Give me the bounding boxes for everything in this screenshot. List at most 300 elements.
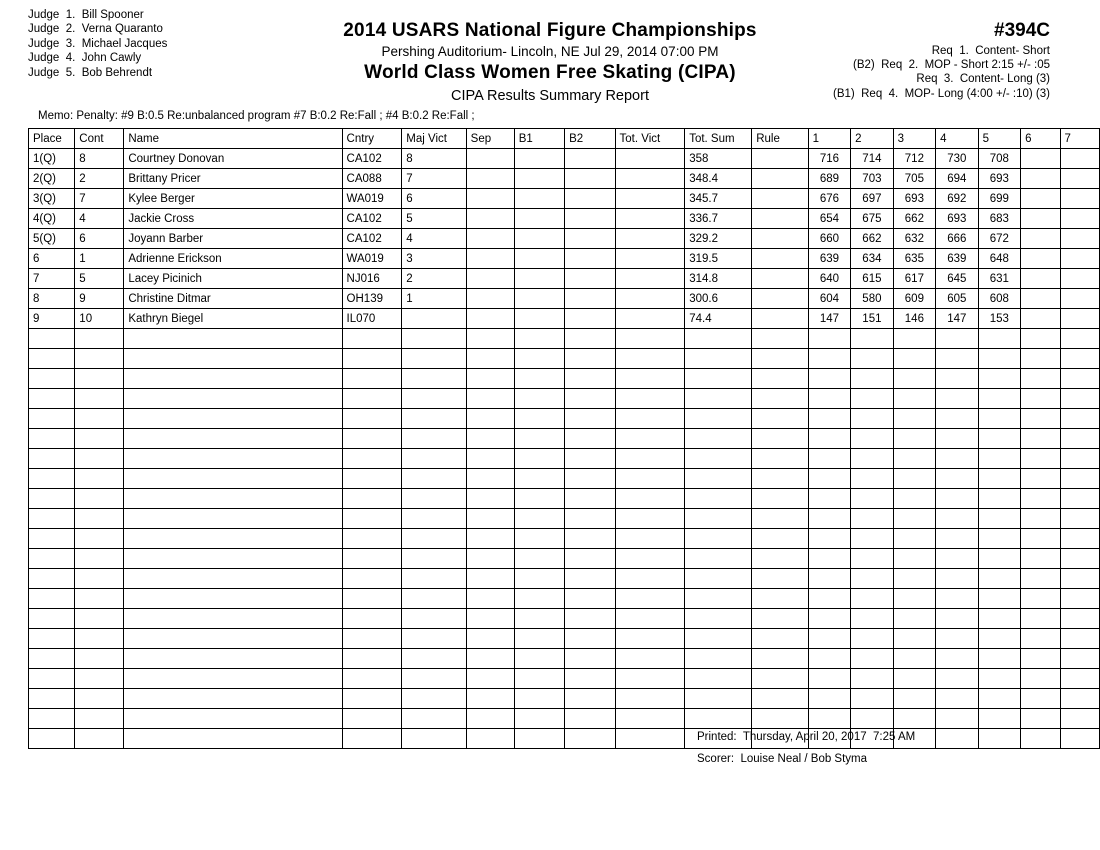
cell-empty bbox=[124, 349, 342, 369]
cell-empty bbox=[1021, 689, 1060, 709]
cell-judge-1-score: 716 bbox=[808, 149, 850, 169]
cell-empty bbox=[514, 389, 564, 409]
cell-empty bbox=[685, 509, 752, 529]
cell-empty bbox=[342, 509, 402, 529]
cell-rule bbox=[752, 249, 808, 269]
cell-tot-vict bbox=[615, 309, 685, 329]
cell-empty bbox=[1060, 409, 1100, 429]
cell-judge-7-score bbox=[1060, 229, 1100, 249]
table-row[interactable] bbox=[29, 209, 1100, 229]
cell-sep bbox=[466, 249, 514, 269]
cell-name: Jackie Cross bbox=[124, 209, 342, 229]
cell-empty bbox=[466, 569, 514, 589]
cell-empty bbox=[565, 489, 615, 509]
cell-empty bbox=[1021, 369, 1060, 389]
cell-empty bbox=[514, 729, 564, 749]
cell-judge-2-score: 675 bbox=[851, 209, 893, 229]
cell-empty bbox=[342, 469, 402, 489]
column-header-name: Name bbox=[124, 129, 342, 149]
cell-empty bbox=[514, 629, 564, 649]
cell-judge-6-score bbox=[1021, 149, 1060, 169]
cell-empty bbox=[514, 669, 564, 689]
cell-empty bbox=[75, 449, 124, 469]
cell-judge-7-score bbox=[1060, 169, 1100, 189]
cell-empty bbox=[936, 709, 978, 729]
cell-empty bbox=[342, 429, 402, 449]
cell-empty bbox=[685, 549, 752, 569]
cell-empty bbox=[124, 369, 342, 389]
cell-empty bbox=[565, 589, 615, 609]
cell-empty bbox=[808, 609, 850, 629]
cell-name: Kathryn Biegel bbox=[124, 309, 342, 329]
cell-tot-vict bbox=[615, 149, 685, 169]
cell-empty bbox=[124, 589, 342, 609]
cell-empty bbox=[936, 569, 978, 589]
cell-empty bbox=[893, 349, 935, 369]
cell-maj-vict: 5 bbox=[402, 209, 466, 229]
cell-empty bbox=[565, 529, 615, 549]
cell-empty bbox=[1021, 329, 1060, 349]
table-row-empty bbox=[29, 389, 1100, 409]
cell-empty bbox=[514, 429, 564, 449]
cell-empty bbox=[514, 409, 564, 429]
cell-empty bbox=[342, 629, 402, 649]
column-header-place: Place bbox=[29, 129, 75, 149]
cell-name: Courtney Donovan bbox=[124, 149, 342, 169]
cell-empty bbox=[565, 349, 615, 369]
cell-empty bbox=[978, 709, 1020, 729]
cell-empty bbox=[615, 609, 685, 629]
cell-empty bbox=[1060, 429, 1100, 449]
cell-empty bbox=[808, 529, 850, 549]
cell-empty bbox=[752, 349, 808, 369]
cell-empty bbox=[402, 469, 466, 489]
cell-empty bbox=[936, 669, 978, 689]
cell-empty bbox=[29, 349, 75, 369]
cell-judge-4-score: 639 bbox=[936, 249, 978, 269]
cell-rule bbox=[752, 169, 808, 189]
cell-empty bbox=[466, 629, 514, 649]
cell-tot-vict bbox=[615, 229, 685, 249]
cell-empty bbox=[514, 489, 564, 509]
cell-empty bbox=[124, 389, 342, 409]
cell-empty bbox=[1021, 409, 1060, 429]
cell-empty bbox=[1021, 569, 1060, 589]
cell-judge-3-score: 146 bbox=[893, 309, 935, 329]
cell-b1 bbox=[514, 229, 564, 249]
cell-empty bbox=[615, 389, 685, 409]
cell-cntry: WA019 bbox=[342, 249, 402, 269]
judge-row: Judge 1. Bill Spooner bbox=[28, 9, 144, 21]
cell-judge-6-score bbox=[1021, 209, 1060, 229]
cell-empty bbox=[1060, 629, 1100, 649]
cell-empty bbox=[342, 609, 402, 629]
cell-b1 bbox=[514, 189, 564, 209]
cell-cont: 1 bbox=[75, 249, 124, 269]
cell-empty bbox=[342, 729, 402, 749]
cell-empty bbox=[29, 649, 75, 669]
cell-cont: 5 bbox=[75, 269, 124, 289]
cell-tot-vict bbox=[615, 169, 685, 189]
cell-judge-4-score: 730 bbox=[936, 149, 978, 169]
cell-empty bbox=[978, 449, 1020, 469]
cell-empty bbox=[402, 709, 466, 729]
cell-empty bbox=[685, 589, 752, 609]
cell-empty bbox=[615, 509, 685, 529]
cell-judge-2-score: 151 bbox=[851, 309, 893, 329]
cell-empty bbox=[565, 449, 615, 469]
cell-empty bbox=[752, 609, 808, 629]
cell-sep bbox=[466, 269, 514, 289]
table-row[interactable] bbox=[29, 289, 1100, 309]
cell-empty bbox=[615, 569, 685, 589]
cell-empty bbox=[936, 609, 978, 629]
cell-empty bbox=[1021, 649, 1060, 669]
cell-empty bbox=[514, 529, 564, 549]
cell-empty bbox=[808, 569, 850, 589]
cell-tot-sum: 358 bbox=[685, 149, 752, 169]
cell-empty bbox=[808, 409, 850, 429]
cell-empty bbox=[402, 689, 466, 709]
cell-empty bbox=[29, 729, 75, 749]
column-header-b1: B1 bbox=[514, 129, 564, 149]
table-row[interactable] bbox=[29, 249, 1100, 269]
cell-b1 bbox=[514, 169, 564, 189]
cell-empty bbox=[466, 409, 514, 429]
cell-empty bbox=[851, 409, 893, 429]
cell-empty bbox=[978, 529, 1020, 549]
cell-empty bbox=[851, 489, 893, 509]
cell-empty bbox=[1021, 709, 1060, 729]
cell-empty bbox=[124, 609, 342, 629]
table-row-empty bbox=[29, 429, 1100, 449]
cell-empty bbox=[1060, 509, 1100, 529]
cell-judge-7-score bbox=[1060, 249, 1100, 269]
event-title: World Class Women Free Skating (CIPA) bbox=[364, 62, 736, 83]
cell-empty bbox=[936, 589, 978, 609]
cell-judge-4-score: 605 bbox=[936, 289, 978, 309]
cell-empty bbox=[752, 329, 808, 349]
cell-cntry: WA019 bbox=[342, 189, 402, 209]
cell-place: 1(Q) bbox=[29, 149, 75, 169]
cell-empty bbox=[342, 389, 402, 409]
cell-empty bbox=[124, 509, 342, 529]
table-row-empty bbox=[29, 449, 1100, 469]
cell-empty bbox=[978, 669, 1020, 689]
table-row[interactable] bbox=[29, 149, 1100, 169]
cell-empty bbox=[752, 669, 808, 689]
report-footer bbox=[697, 726, 915, 770]
cell-b2 bbox=[565, 149, 615, 169]
cell-cont: 8 bbox=[75, 149, 124, 169]
cell-judge-3-score: 712 bbox=[893, 149, 935, 169]
cell-empty bbox=[936, 469, 978, 489]
cell-judge-5-score: 683 bbox=[978, 209, 1020, 229]
cell-empty bbox=[936, 549, 978, 569]
table-row[interactable] bbox=[29, 169, 1100, 189]
cell-judge-3-score: 693 bbox=[893, 189, 935, 209]
cell-judge-4-score: 666 bbox=[936, 229, 978, 249]
cell-b1 bbox=[514, 269, 564, 289]
cell-empty bbox=[752, 409, 808, 429]
column-header-judge-7: 7 bbox=[1060, 129, 1100, 149]
requirement-line: (B1) Req 4. MOP- Long (4:00 +/- :10) (3) bbox=[833, 87, 1050, 100]
cell-empty bbox=[851, 549, 893, 569]
column-header-judge-5: 5 bbox=[978, 129, 1020, 149]
cell-empty bbox=[893, 529, 935, 549]
cell-empty bbox=[342, 409, 402, 429]
cell-judge-5-score: 699 bbox=[978, 189, 1020, 209]
table-row-empty bbox=[29, 549, 1100, 569]
cell-empty bbox=[124, 709, 342, 729]
cell-empty bbox=[978, 589, 1020, 609]
cell-empty bbox=[342, 349, 402, 369]
cell-empty bbox=[1060, 669, 1100, 689]
cell-judge-7-score bbox=[1060, 149, 1100, 169]
cell-empty bbox=[565, 389, 615, 409]
cell-maj-vict: 8 bbox=[402, 149, 466, 169]
cell-empty bbox=[1060, 369, 1100, 389]
cell-empty bbox=[124, 329, 342, 349]
column-header-tot-vict: Tot. Vict bbox=[615, 129, 685, 149]
cell-empty bbox=[466, 729, 514, 749]
cell-empty bbox=[565, 669, 615, 689]
cell-empty bbox=[978, 569, 1020, 589]
cell-empty bbox=[1060, 589, 1100, 609]
cell-empty bbox=[1060, 689, 1100, 709]
cell-b2 bbox=[565, 189, 615, 209]
cell-empty bbox=[615, 429, 685, 449]
cell-name: Brittany Pricer bbox=[124, 169, 342, 189]
cell-empty bbox=[402, 389, 466, 409]
cell-empty bbox=[851, 349, 893, 369]
cell-b1 bbox=[514, 209, 564, 229]
cell-empty bbox=[978, 429, 1020, 449]
cell-judge-1-score: 147 bbox=[808, 309, 850, 329]
cell-empty bbox=[342, 589, 402, 609]
cell-empty bbox=[565, 609, 615, 629]
cell-empty bbox=[936, 629, 978, 649]
cell-empty bbox=[936, 409, 978, 429]
cell-cont: 10 bbox=[75, 309, 124, 329]
cell-empty bbox=[124, 429, 342, 449]
cell-empty bbox=[851, 569, 893, 589]
cell-empty bbox=[685, 569, 752, 589]
cell-cntry: CA088 bbox=[342, 169, 402, 189]
cell-empty bbox=[893, 429, 935, 449]
cell-empty bbox=[514, 709, 564, 729]
cell-empty bbox=[514, 369, 564, 389]
cell-empty bbox=[851, 689, 893, 709]
table-row-empty bbox=[29, 489, 1100, 509]
cell-empty bbox=[29, 509, 75, 529]
cell-empty bbox=[936, 489, 978, 509]
cell-rule bbox=[752, 189, 808, 209]
cell-empty bbox=[978, 469, 1020, 489]
cell-empty bbox=[124, 669, 342, 689]
cell-cntry: CA102 bbox=[342, 229, 402, 249]
cell-empty bbox=[978, 649, 1020, 669]
cell-empty bbox=[1021, 669, 1060, 689]
cell-empty bbox=[936, 449, 978, 469]
cell-judge-7-score bbox=[1060, 189, 1100, 209]
cell-empty bbox=[514, 569, 564, 589]
cell-empty bbox=[808, 449, 850, 469]
cell-empty bbox=[466, 529, 514, 549]
cell-empty bbox=[29, 709, 75, 729]
cell-empty bbox=[1060, 549, 1100, 569]
cell-empty bbox=[75, 349, 124, 369]
cell-empty bbox=[851, 369, 893, 389]
cell-empty bbox=[75, 629, 124, 649]
cell-empty bbox=[124, 549, 342, 569]
cell-empty bbox=[851, 449, 893, 469]
event-code: #394C bbox=[994, 20, 1050, 41]
cell-empty bbox=[514, 469, 564, 489]
table-row-empty bbox=[29, 649, 1100, 669]
cell-cont: 2 bbox=[75, 169, 124, 189]
cell-empty bbox=[808, 669, 850, 689]
table-row[interactable] bbox=[29, 189, 1100, 209]
cell-empty bbox=[75, 389, 124, 409]
cell-empty bbox=[402, 549, 466, 569]
scorer-line: Scorer: Louise Neal / Bob Styma bbox=[697, 753, 868, 765]
cell-empty bbox=[1021, 729, 1060, 749]
cell-empty bbox=[1060, 649, 1100, 669]
cell-empty bbox=[978, 609, 1020, 629]
cell-name: Adrienne Erickson bbox=[124, 249, 342, 269]
cell-empty bbox=[752, 389, 808, 409]
cell-empty bbox=[75, 409, 124, 429]
cell-empty bbox=[615, 589, 685, 609]
cell-judge-1-score: 654 bbox=[808, 209, 850, 229]
cell-empty bbox=[1060, 709, 1100, 729]
cell-empty bbox=[685, 409, 752, 429]
cell-empty bbox=[685, 449, 752, 469]
cell-empty bbox=[565, 709, 615, 729]
cell-empty bbox=[808, 509, 850, 529]
cell-empty bbox=[75, 529, 124, 549]
cell-empty bbox=[514, 549, 564, 569]
table-row-empty bbox=[29, 629, 1100, 649]
cell-empty bbox=[466, 649, 514, 669]
cell-empty bbox=[124, 649, 342, 669]
cell-empty bbox=[851, 609, 893, 629]
cell-judge-5-score: 608 bbox=[978, 289, 1020, 309]
cell-judge-6-score bbox=[1021, 249, 1060, 269]
cell-judge-6-score bbox=[1021, 309, 1060, 329]
cell-cntry: NJ016 bbox=[342, 269, 402, 289]
judge-row: Judge 5. Bob Behrendt bbox=[28, 66, 153, 79]
cell-empty bbox=[851, 389, 893, 409]
cell-empty bbox=[685, 629, 752, 649]
cell-empty bbox=[808, 629, 850, 649]
cell-judge-3-score: 609 bbox=[893, 289, 935, 309]
requirement-line: Req 3. Content- Long (3) bbox=[916, 73, 1050, 86]
cell-judge-3-score: 705 bbox=[893, 169, 935, 189]
cell-judge-1-score: 689 bbox=[808, 169, 850, 189]
cell-empty bbox=[893, 369, 935, 389]
cell-empty bbox=[851, 429, 893, 449]
cell-maj-vict bbox=[402, 309, 466, 329]
cell-empty bbox=[124, 469, 342, 489]
cell-place: 3(Q) bbox=[29, 189, 75, 209]
cell-maj-vict: 3 bbox=[402, 249, 466, 269]
cell-empty bbox=[1021, 609, 1060, 629]
judge-row: Judge 4. John Cawly bbox=[28, 52, 142, 65]
cell-empty bbox=[936, 329, 978, 349]
table-header-row bbox=[29, 129, 1100, 149]
cell-empty bbox=[893, 609, 935, 629]
cell-empty bbox=[124, 489, 342, 509]
cell-empty bbox=[615, 409, 685, 429]
cell-empty bbox=[29, 389, 75, 409]
cell-empty bbox=[75, 429, 124, 449]
cell-judge-1-score: 676 bbox=[808, 189, 850, 209]
cell-place: 2(Q) bbox=[29, 169, 75, 189]
cell-empty bbox=[466, 429, 514, 449]
cell-maj-vict: 4 bbox=[402, 229, 466, 249]
cell-tot-vict bbox=[615, 269, 685, 289]
cell-b1 bbox=[514, 149, 564, 169]
cell-empty bbox=[893, 329, 935, 349]
cell-empty bbox=[466, 669, 514, 689]
cell-judge-5-score: 693 bbox=[978, 169, 1020, 189]
cell-empty bbox=[685, 349, 752, 369]
cell-empty bbox=[75, 569, 124, 589]
table-row[interactable] bbox=[29, 269, 1100, 289]
table-row[interactable] bbox=[29, 229, 1100, 249]
cell-empty bbox=[565, 729, 615, 749]
cell-empty bbox=[752, 569, 808, 589]
cell-empty bbox=[851, 529, 893, 549]
cell-empty bbox=[514, 449, 564, 469]
cell-empty bbox=[565, 629, 615, 649]
cell-empty bbox=[342, 689, 402, 709]
cell-empty bbox=[1021, 629, 1060, 649]
column-header-judge-2: 2 bbox=[851, 129, 893, 149]
cell-empty bbox=[851, 329, 893, 349]
table-row-empty bbox=[29, 349, 1100, 369]
cell-empty bbox=[75, 369, 124, 389]
cell-empty bbox=[75, 669, 124, 689]
cell-empty bbox=[402, 589, 466, 609]
cell-empty bbox=[1021, 389, 1060, 409]
cell-empty bbox=[565, 329, 615, 349]
cell-b2 bbox=[565, 269, 615, 289]
cell-empty bbox=[1060, 349, 1100, 369]
table-row[interactable] bbox=[29, 309, 1100, 329]
requirement-line: (B2) Req 2. MOP - Short 2:15 +/- :05 bbox=[853, 59, 1050, 72]
cell-empty bbox=[615, 669, 685, 689]
column-header-b2: B2 bbox=[565, 129, 615, 149]
cell-rule bbox=[752, 209, 808, 229]
cell-empty bbox=[808, 649, 850, 669]
cell-empty bbox=[342, 549, 402, 569]
cell-tot-vict bbox=[615, 249, 685, 269]
cell-empty bbox=[893, 509, 935, 529]
column-header-rule: Rule bbox=[752, 129, 808, 149]
cell-tot-sum: 345.7 bbox=[685, 189, 752, 209]
cell-empty bbox=[75, 649, 124, 669]
cell-empty bbox=[75, 509, 124, 529]
cell-b2 bbox=[565, 309, 615, 329]
cell-empty bbox=[565, 649, 615, 669]
cell-empty bbox=[685, 649, 752, 669]
report-subtitle: CIPA Results Summary Report bbox=[451, 88, 649, 104]
cell-empty bbox=[752, 549, 808, 569]
cell-empty bbox=[851, 509, 893, 529]
